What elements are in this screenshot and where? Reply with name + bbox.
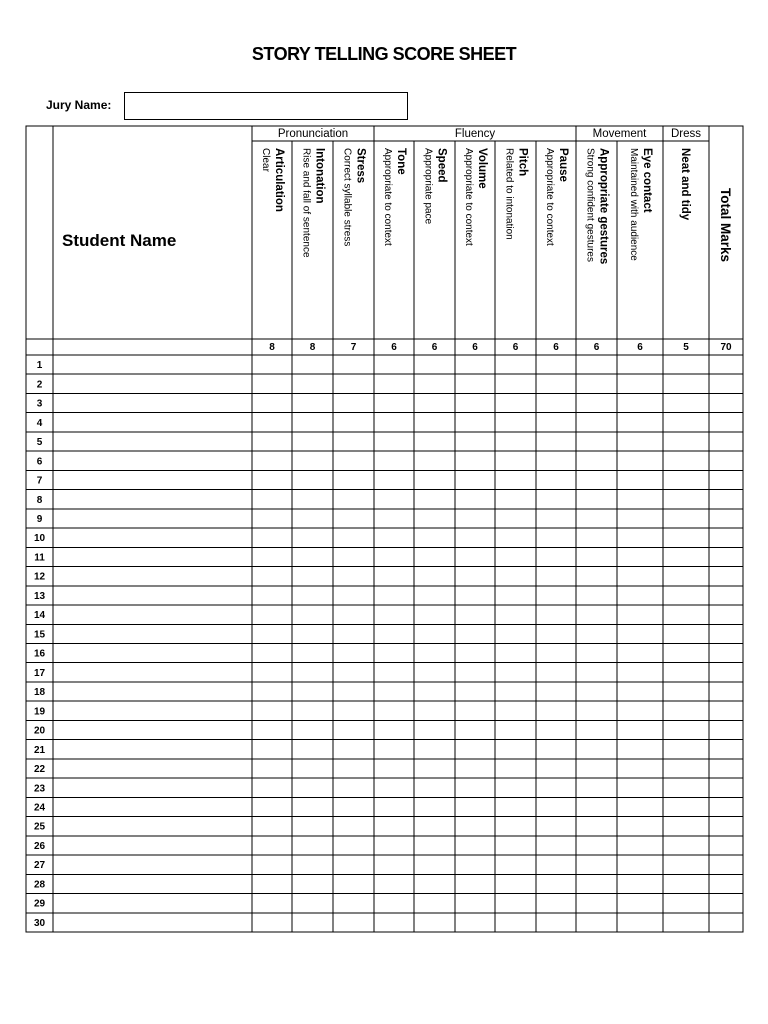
criterion-name: Stress <box>354 148 367 184</box>
row-number: 6 <box>36 456 43 468</box>
row-number: 7 <box>36 475 43 487</box>
criterion-max-marks: 6 <box>472 342 478 353</box>
criterion-max-marks: 6 <box>431 342 438 353</box>
criterion-description: Appropriate to context <box>463 148 474 246</box>
criterion-max-marks: 6 <box>391 342 397 353</box>
criterion-max-marks: 8 <box>309 342 316 353</box>
criterion-name: Speed <box>435 148 448 183</box>
criterion-description: Appropriate to context <box>382 148 393 246</box>
criterion-description: Maintained with audience <box>628 148 639 261</box>
row-number: 21 <box>33 744 46 756</box>
criterion-name: Neat and tidy <box>679 148 691 221</box>
row-number: 3 <box>36 398 43 410</box>
criterion-header <box>260 148 285 212</box>
row-number: 16 <box>33 648 46 660</box>
criterion-name: Intonation <box>313 148 326 204</box>
row-number: 10 <box>33 533 46 545</box>
criterion-name: Articulation <box>273 148 285 212</box>
criteria-group-pronunciation: Pronunciation <box>277 128 349 140</box>
criterion-max-marks: 7 <box>350 342 357 353</box>
row-number: 17 <box>33 667 46 679</box>
student-name-header: Student Name <box>62 231 177 250</box>
criterion-header <box>544 148 569 246</box>
row-number: 24 <box>33 802 46 814</box>
criterion-description: Appropriate pace <box>422 148 434 225</box>
row-number: 28 <box>33 879 46 891</box>
row-number: 30 <box>33 917 46 929</box>
criterion-header <box>628 148 653 261</box>
criterion-name: Pitch <box>516 148 529 177</box>
sheet-title: STORY TELLING SCORE SHEET <box>251 44 517 64</box>
criteria-group-fluency: Fluency <box>454 128 496 140</box>
row-number: 20 <box>33 725 46 737</box>
jury-name-label: Jury Name: <box>46 98 112 112</box>
total-marks-header: Total Marks <box>718 188 733 263</box>
criterion-header <box>463 148 488 246</box>
criterion-description: Strong confident gestures <box>584 148 596 262</box>
row-number: 1 <box>36 360 43 372</box>
row-number: 19 <box>33 706 46 718</box>
criterion-name: Tone <box>395 148 407 175</box>
row-number: 11 <box>34 552 45 564</box>
criteria-group-movement: Movement <box>592 128 647 140</box>
criterion-max-marks: 6 <box>512 342 519 353</box>
criterion-name: Eye contact <box>641 148 653 213</box>
row-number: 14 <box>33 610 46 622</box>
criterion-name: Appropriate gestures <box>597 148 610 265</box>
row-number: 4 <box>36 417 43 429</box>
row-number: 18 <box>33 687 46 699</box>
criterion-header <box>382 148 407 246</box>
criterion-header <box>301 148 326 258</box>
criterion-header <box>585 148 610 264</box>
row-number: 25 <box>33 821 46 833</box>
row-number: 8 <box>36 494 43 506</box>
criterion-max-marks: 6 <box>553 342 559 353</box>
row-number: 27 <box>33 860 46 872</box>
criterion-max-marks: 6 <box>637 342 643 353</box>
row-number: 29 <box>33 898 46 910</box>
row-number: 23 <box>33 783 46 795</box>
criterion-description: Related to intonation <box>503 148 515 240</box>
criterion-header <box>504 148 529 240</box>
total-marks-max: 70 <box>720 342 732 353</box>
row-number: 22 <box>33 764 46 776</box>
row-number: 9 <box>36 513 43 525</box>
criterion-header <box>342 148 367 246</box>
criterion-description: Correct syllable stress <box>341 148 353 247</box>
criterion-name: Volume <box>476 148 488 189</box>
row-number: 26 <box>33 840 46 852</box>
criterion-description: Appropriate to context <box>544 148 555 246</box>
criterion-description: Rise and fall of sentence <box>300 148 312 258</box>
row-number: 5 <box>36 437 43 449</box>
row-number: 12 <box>33 571 46 583</box>
row-number: 13 <box>33 590 46 602</box>
row-number: 15 <box>33 629 46 641</box>
criterion-max-marks: 5 <box>683 342 689 353</box>
criterion-header <box>679 148 691 221</box>
row-number: 2 <box>36 379 43 391</box>
criterion-description: Clear <box>260 148 271 172</box>
criteria-group-dress: Dress <box>670 128 702 140</box>
criterion-header <box>423 148 448 225</box>
criterion-name: Pause <box>557 148 569 182</box>
criterion-max-marks: 6 <box>593 342 600 353</box>
criterion-max-marks: 8 <box>269 342 275 353</box>
